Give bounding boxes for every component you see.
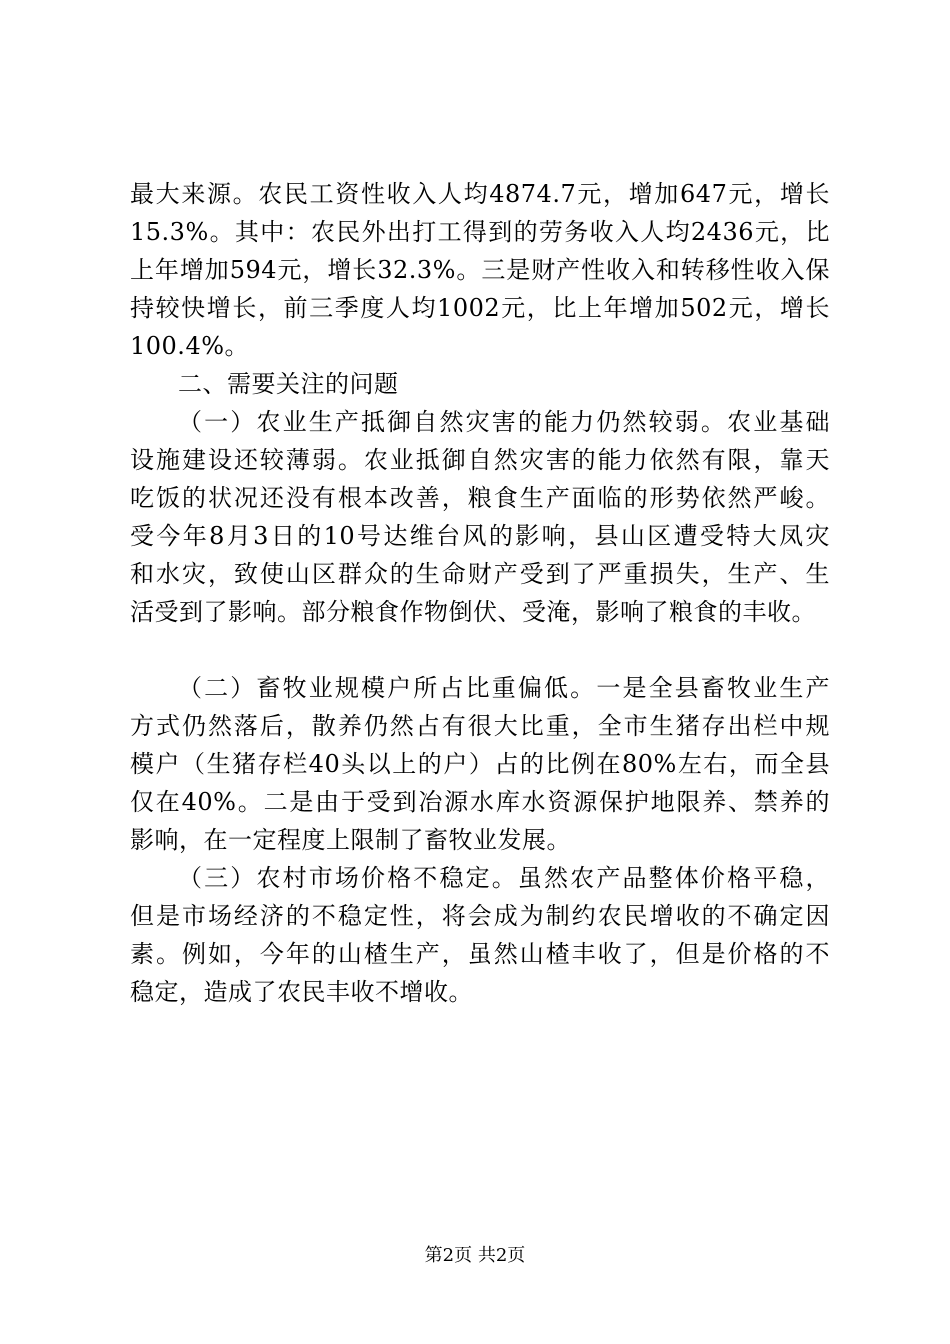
document-body — [130, 175, 830, 1011]
text-line: 15.3%。其中：农民外出打工得到的劳务收入人均2436元，比 — [130, 218, 830, 246]
text-line: （一）农业生产抵御自然灾害的能力仍然较弱。农业基础 — [178, 408, 830, 436]
text-line: 上年增加594元，增长32.3%。三是财产性收入和转移性收入保 — [130, 256, 830, 284]
text-line: 影响，在一定程度上限制了畜牧业发展。 — [130, 826, 571, 854]
page-footer: 第2页 共2页 — [424, 1245, 526, 1266]
text-line: 吃饭的状况还没有根本改善，粮食生产面临的形势依然严峻。 — [130, 484, 830, 512]
text-line: （二）畜牧业规模户所占比重偏低。一是全县畜牧业生产 — [178, 674, 830, 702]
text-line: （三）农村市场价格不稳定。虽然农产品整体价格平稳， — [178, 864, 830, 892]
text-line: 持较快增长，前三季度人均1002元，比上年增加502元，增长 — [130, 294, 830, 322]
text-line: 活受到了影响。部分粮食作物倒伏、受淹，影响了粮食的丰收。 — [130, 598, 816, 626]
text-line: 稳定，造成了农民丰收不增收。 — [130, 978, 473, 1006]
text-line: 最大来源。农民工资性收入人均4874.7元，增加647元，增长 — [130, 180, 830, 208]
paragraph-gap — [130, 631, 830, 669]
text-line: 仅在40%。二是由于受到冶源水库水资源保护地限养、禁养的 — [130, 788, 830, 816]
text-line: 模户（生猪存栏40头以上的户）占的比例在80%左右，而全县 — [130, 750, 830, 778]
text-line: 素。例如，今年的山楂生产，虽然山楂丰收了，但是价格的不 — [130, 940, 830, 968]
text-line: 但是市场经济的不稳定性，将会成为制约农民增收的不确定因 — [130, 902, 830, 930]
text-line: 和水灾，致使山区群众的生命财产受到了严重损失，生产、生 — [130, 560, 830, 588]
text-line: 受今年8月3日的10号达维台风的影响，县山区遭受特大凤灾 — [130, 522, 830, 550]
text-line: 方式仍然落后，散养仍然占有很大比重，全市生猪存出栏中规 — [130, 712, 830, 740]
text-line: 100.4%。 — [130, 332, 250, 360]
section-heading: 二、需要关注的问题 — [178, 370, 399, 398]
text-line: 设施建设还较薄弱。农业抵御自然灾害的能力依然有限，靠天 — [130, 446, 830, 474]
